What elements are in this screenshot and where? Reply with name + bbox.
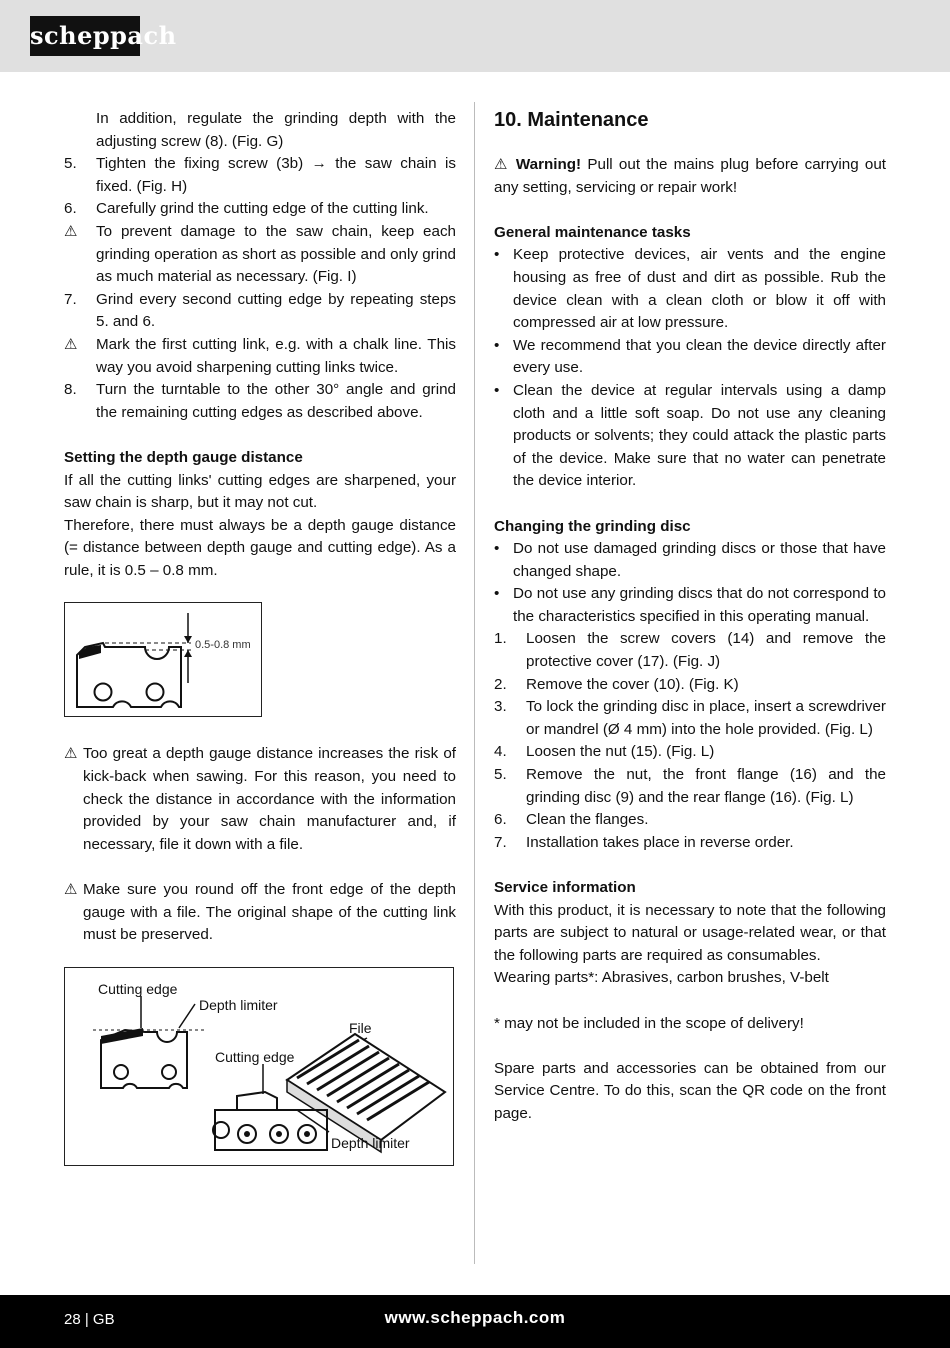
disc-step: 6. Clean the flanges. [494, 811, 649, 829]
depth-gauge-text-1: If all the cutting links' cutting edges are sharpened, your saw chain is sharp, but it may not cut. [64, 471, 456, 512]
left-column [64, 108, 456, 1166]
disc-step: 1. Loosen the screw covers (14) and remove the protective cover (17). (Fig. J) [494, 630, 886, 671]
depth-gauge-figure [64, 602, 262, 717]
column-divider [474, 102, 475, 1264]
maintenance-warning: ⚠ Warning! Pull out the mains plug before carrying out any setting, servicing or repair work! [494, 156, 886, 196]
file-label: File [349, 1019, 372, 1036]
disc-step: 4. Loosen the nut (15). (Fig. L) [494, 743, 715, 761]
disc-step: 2. Remove the cover (10). (Fig. K) [494, 675, 739, 693]
depth-gauge-dimension-label: 0.5-0.8 mm [195, 639, 251, 652]
warning-icon: ⚠ [64, 222, 78, 240]
depth-limiter-label: Depth limiter [331, 1134, 410, 1151]
filing-figure [64, 967, 454, 1166]
warning-icon: ⚠ [64, 881, 78, 899]
service-text: With this product, it is necessary to note that the following parts are subject to natural or usage-related wear, or that the following parts are required as consumables. [494, 901, 886, 964]
spare-parts-text: Spare parts and accessories can be obtained from our Service Centre. To do this, scan the QR code on the front page. [494, 1059, 886, 1122]
website-link[interactable]: www.scheppach.com [384, 1308, 566, 1327]
intro-text: In addition, regulate the grinding depth with the adjusting screw (8). (Fig. G) [96, 110, 456, 150]
service-heading: Service information [494, 879, 636, 896]
page-header [0, 0, 950, 72]
disc-step: 5. Remove the nut, the front flange (16) and the grinding disc (9) and the rear flange (16). (Fig. L) [494, 766, 886, 806]
page-footer [0, 1295, 950, 1348]
step-7: 7. Grind every second cutting edge by repeating steps 5. and 6. [64, 290, 456, 331]
cutting-edge-label: Cutting edge [215, 1048, 295, 1065]
depth-limiter-label: Depth limiter [199, 996, 278, 1013]
kickback-warning: ⚠ Too great a depth gauge distance increases the risk of kick-back when sawing. For this reason, you need to check the distance in accordance with the information provided by your saw chain manufacturer and, if necessary, file it down with a file. [64, 745, 456, 853]
warning-icon: ⚠ [494, 156, 516, 173]
list-item: • Do not use damaged grinding discs or those that have changed shape. [494, 540, 886, 580]
list-item: • We recommend that you clean the device directly after every use. [494, 336, 886, 377]
list-item: • Clean the device at regular intervals using a damp cloth and a little soft soap. Do not use any cleaning products or solvents; they could attack the plastic parts of the device. Make sure that no water can penetrate the device interior. [494, 381, 886, 490]
disc-step: 3. To lock the grinding disc in place, insert a screwdriver or mandrel (Ø 4 mm) into the hole provided. (Fig. L) [494, 698, 886, 738]
maintenance-heading: 10. Maintenance [494, 109, 649, 131]
step-6: 6. Carefully grind the cutting edge of the cutting link. [64, 200, 429, 218]
warning-step: ⚠ Mark the first cutting link, e.g. with a chalk line. This way you avoid sharpening cutting links twice. [64, 335, 456, 376]
depth-gauge-heading: Setting the depth gauge distance [64, 448, 303, 466]
general-maintenance-heading: General maintenance tasks [494, 223, 691, 241]
right-column [494, 108, 886, 1126]
warning-icon: ⚠ [64, 335, 78, 353]
step-8: 8. Turn the turntable to the other 30° angle and grind the remaining cutting edges as described above. [64, 381, 456, 421]
round-off-warning: ⚠ Make sure you round off the front edge of the depth gauge with a file. The original shape of the cutting link must be preserved. [64, 881, 456, 944]
step-5: 5. Tighten the fixing screw (3b) → the saw chain is fixed. (Fig. H) [64, 155, 456, 195]
cutting-edge-label: Cutting edge [98, 980, 178, 997]
delivery-note: * may not be included in the scope of delivery! [494, 1014, 804, 1032]
list-item: • Do not use any grinding discs that do not correspond to the characteristics specified in this operating manual. [494, 585, 886, 625]
disc-step: 7. Installation takes place in reverse order. [494, 833, 794, 851]
warning-icon: ⚠ [64, 745, 78, 763]
depth-gauge-text-2: Therefore, there must always be a depth gauge distance (= distance between depth gauge and cutting edge). As a rule, it is 0.5 – 0.8 mm. [64, 516, 456, 579]
wearing-parts-text: Wearing parts*: Abrasives, carbon brushes, V-belt [494, 969, 829, 987]
grinding-disc-heading: Changing the grinding disc [494, 517, 691, 535]
list-item: • Keep protective devices, air vents and the engine housing as free of dust and dirt as possible. Rub the device clean with a clean cloth or blow it off with compressed air at low pressure. [494, 246, 886, 332]
scheppach-logo: scheppach [30, 16, 140, 56]
warning-step: ⚠ To prevent damage to the saw chain, keep each grinding operation as short as possible and only grind as much material as necessary. (Fig. I) [64, 222, 456, 286]
page-number: 28 | GB [64, 1311, 115, 1328]
